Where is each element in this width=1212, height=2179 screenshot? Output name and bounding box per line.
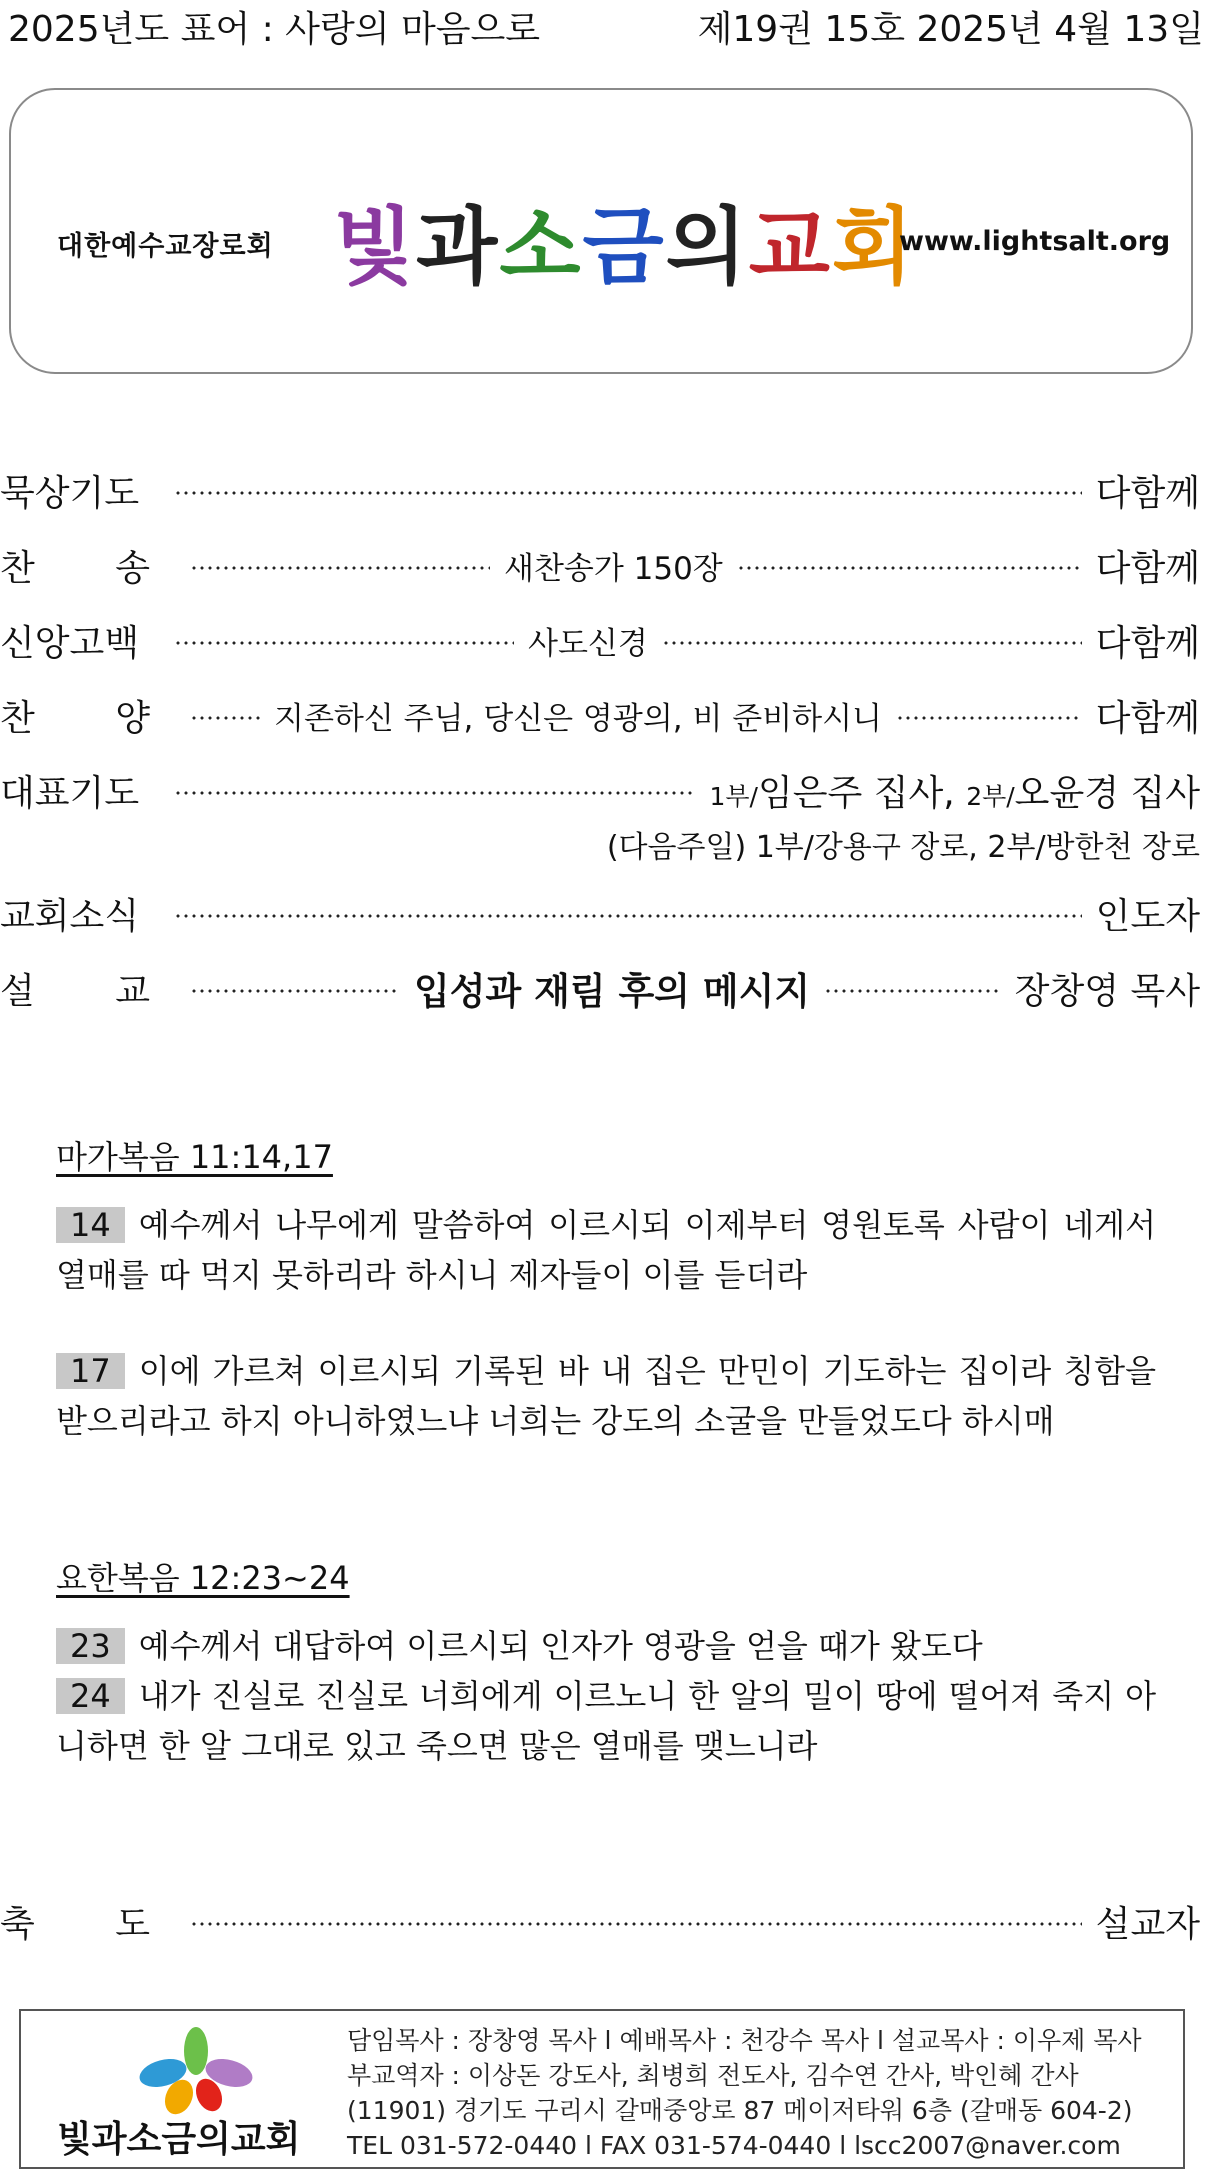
year-motto: 2025년도 표어 : 사랑의 마음으로 bbox=[8, 8, 541, 50]
scripture-passage-1 bbox=[56, 1132, 1156, 1446]
prayer-leaders: 1부/임은주 집사, 2부/오윤경 집사 bbox=[709, 772, 1200, 814]
verse-number: 23 bbox=[56, 1628, 125, 1664]
dot-leader bbox=[190, 716, 260, 720]
order-label: 묵상기도 bbox=[0, 472, 140, 514]
scripture-reference: 요한복음 12:23~24 bbox=[56, 1559, 350, 1597]
sermon-title: 입성과 재림 후의 메시지 bbox=[414, 970, 811, 1013]
dot-leader bbox=[190, 989, 400, 993]
dot-leader bbox=[190, 1922, 1082, 1926]
order-content: 새찬송가 150장 bbox=[504, 550, 723, 587]
order-leader: 다함께 bbox=[1095, 472, 1200, 514]
address-line: (11901) 경기도 구리시 갈매중앙로 87 메이저타워 6층 (갈매동 604-2) bbox=[347, 2096, 1133, 2125]
next-week-prayer-leaders: (다음주일) 1부/강용구 장로, 2부/방한천 장로 bbox=[606, 830, 1200, 865]
footer-logo-text: 빛과소금의교회 bbox=[57, 2118, 301, 2160]
dot-leader bbox=[737, 566, 1082, 570]
dot-leader bbox=[190, 566, 490, 570]
order-label: 대표기도 bbox=[0, 772, 140, 814]
website-link[interactable]: www.lightsalt.org bbox=[899, 226, 1171, 257]
logo-char: 의 bbox=[665, 197, 749, 296]
logo-char: 소 bbox=[499, 197, 583, 296]
order-item-church-news bbox=[0, 885, 1200, 941]
dot-leader bbox=[896, 716, 1082, 720]
verse-text: 내가 진실로 진실로 너희에게 이르노니 한 알의 밀이 땅에 떨어져 죽지 아니하면 한 알 그대로 있고 죽으면 많은 열매를 맺느니라 bbox=[56, 1677, 1156, 1765]
church-banner bbox=[9, 88, 1193, 374]
logo-char: 금 bbox=[582, 197, 666, 296]
verse bbox=[56, 1200, 1156, 1300]
issue-info: 제19권 15호 2025년 4월 13일 bbox=[697, 8, 1204, 50]
order-item-praise bbox=[0, 687, 1200, 743]
bulletin-header bbox=[8, 0, 1204, 52]
verse bbox=[56, 1621, 1156, 1671]
dot-leader bbox=[662, 641, 1082, 645]
logo-char: 빛 bbox=[333, 197, 417, 296]
verse-text: 예수께서 대답하여 이르시되 인자가 영광을 얻을 때가 왔도다 bbox=[138, 1627, 983, 1665]
order-label: 축 도 bbox=[0, 1903, 150, 1945]
dot-leader bbox=[174, 914, 1082, 918]
verse-number: 17 bbox=[56, 1353, 125, 1389]
verse bbox=[56, 1671, 1156, 1771]
verse bbox=[56, 1346, 1156, 1446]
dot-leader bbox=[824, 989, 1001, 993]
order-label: 설 교 bbox=[0, 970, 150, 1012]
scripture-passage-2 bbox=[56, 1553, 1156, 1771]
order-label: 찬 양 bbox=[0, 697, 150, 739]
church-name-logo bbox=[333, 180, 915, 301]
order-leader: 다함께 bbox=[1095, 697, 1200, 739]
order-leader: 다함께 bbox=[1095, 622, 1200, 664]
denomination: 대한예수교장로회 bbox=[57, 231, 274, 262]
assistant-staff-line: 부교역자 : 이상돈 강도사, 최병희 전도사, 김수연 간사, 박인혜 간사 bbox=[347, 2061, 1079, 2090]
verse-number: 24 bbox=[56, 1678, 125, 1714]
order-content: 사도신경 bbox=[528, 625, 648, 662]
logo-char: 교 bbox=[748, 197, 832, 296]
order-leader: 인도자 bbox=[1095, 895, 1200, 937]
order-item-silent-prayer bbox=[0, 462, 1200, 518]
order-item-benediction bbox=[0, 1893, 1200, 1949]
order-leader: 다함께 bbox=[1095, 547, 1200, 589]
order-item-creed bbox=[0, 612, 1200, 668]
church-info-footer bbox=[19, 2009, 1185, 2169]
dot-leader bbox=[174, 491, 1082, 495]
order-label: 교회소식 bbox=[0, 895, 140, 937]
order-content: 지존하신 주님, 당신은 영광의, 비 준비하시니 bbox=[274, 700, 883, 737]
verse-number: 14 bbox=[56, 1207, 125, 1243]
footer-contact-info bbox=[347, 2023, 1142, 2163]
preacher: 장창영 목사 bbox=[1014, 970, 1200, 1012]
order-label: 신앙고백 bbox=[0, 622, 140, 664]
contact-line[interactable]: TEL 031-572-0440 l FAX 031-574-0440 l lscc2007@naver.com bbox=[347, 2131, 1121, 2160]
order-item-sermon bbox=[0, 960, 1200, 1016]
church-flower-logo-icon bbox=[121, 2021, 271, 2121]
order-leader: 설교자 bbox=[1095, 1903, 1200, 1945]
order-label: 찬 송 bbox=[0, 547, 150, 589]
scripture-reference: 마가복음 11:14,17 bbox=[56, 1138, 333, 1176]
logo-char: 회 bbox=[831, 197, 916, 296]
dot-leader bbox=[174, 791, 695, 795]
order-item-representative-prayer bbox=[0, 762, 1200, 818]
staff-line: 담임목사 : 장창영 목사 l 예배목사 : 천강수 목사 l 설교목사 : 이우제 목사 bbox=[347, 2026, 1142, 2055]
dot-leader bbox=[174, 641, 514, 645]
verse-text: 예수께서 나무에게 말씀하여 이르시되 이제부터 영원토록 사람이 네게서 열매를 따 먹지 못하리라 하시니 제자들이 이를 듣더라 bbox=[56, 1206, 1156, 1294]
verse-text: 이에 가르쳐 이르시되 기록된 바 내 집은 만민이 기도하는 집이라 칭함을 받으리라고 하지 아니하였느냐 너희는 강도의 소굴을 만들었도다 하시매 bbox=[56, 1352, 1156, 1440]
logo-char: 과 bbox=[416, 197, 500, 296]
order-item-hymn bbox=[0, 537, 1200, 593]
